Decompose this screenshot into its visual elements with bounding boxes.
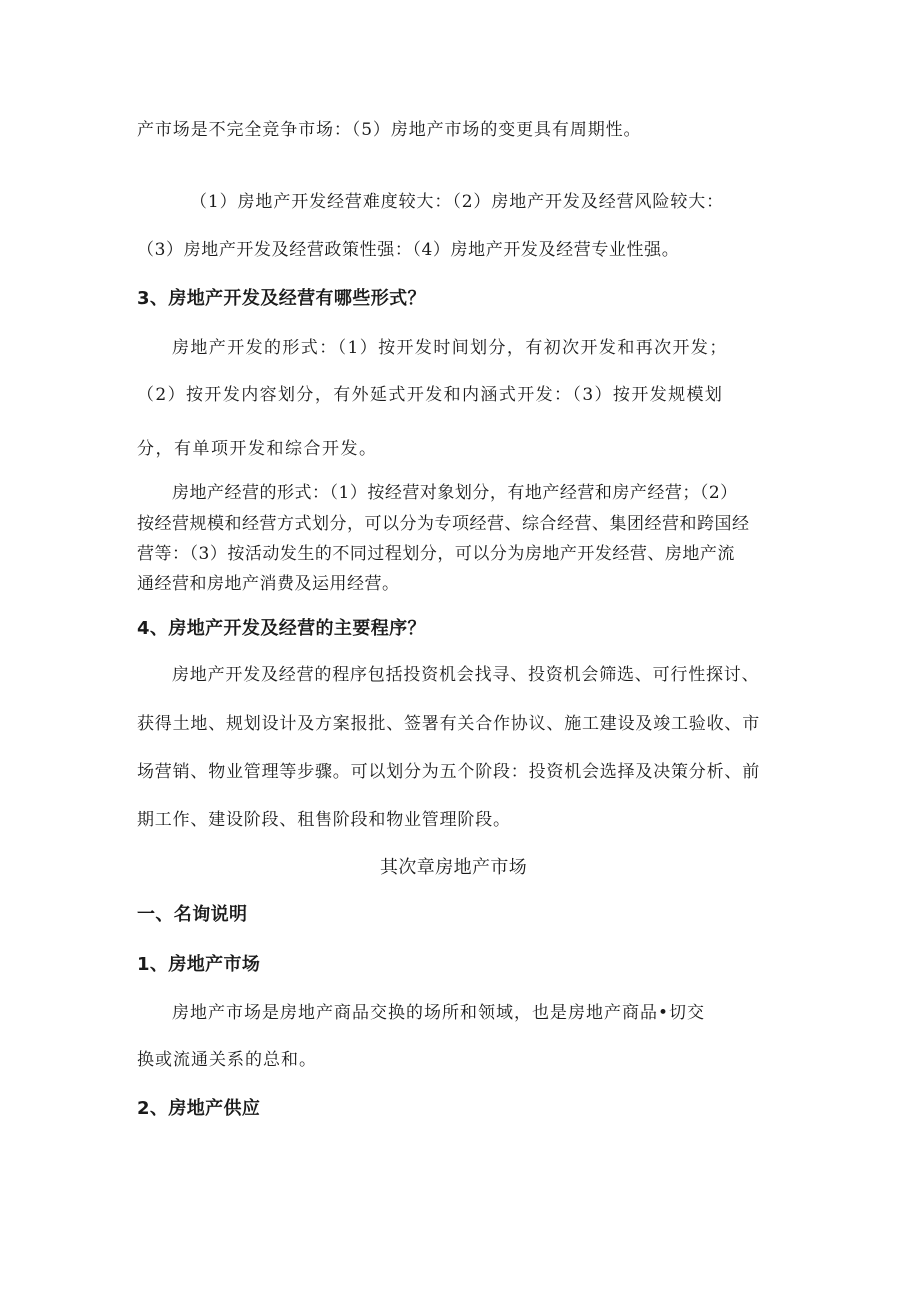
text-line: 按经营规模和经营方式划分，可以分为专项经营、综合经营、集团经营和跨国经 <box>137 514 750 534</box>
section-heading: 一、名询说明 <box>137 904 248 925</box>
text-line: 换或流通关系的总和。 <box>137 1050 317 1070</box>
text-line: 房地产开发及经营的程序包括投资机会找寻、投资机会筛选、可行性探讨、 <box>172 665 760 685</box>
text-line: （1）房地产开发经营难度较大：（2）房地产开发及经营风险较大： <box>190 192 725 212</box>
text-line: （2）按开发内容划分，有外延式开发和内涵式开发：（3）按开发规模划 <box>137 385 724 405</box>
section-heading: 4、房地产开发及经营的主要程序？ <box>137 618 426 639</box>
text-line: 场营销、物业管理等步骤。可以划分为五个阶段：投资机会选择及决策分析、前 <box>137 762 760 782</box>
chapter-title: 其次章房地产市场 <box>380 857 528 878</box>
text-line: 期工作、建设阶段、租售阶段和物业管理阶段。 <box>137 810 511 830</box>
subsection-heading: 1、房地产市场 <box>137 954 261 975</box>
text-line: 营等：（3）按活动发生的不同过程划分，可以分为房地产开发经营、房地产流 <box>137 544 735 564</box>
text-line: （3）房地产开发及经营政策性强：（4）房地产开发及经营专业性强。 <box>137 240 680 260</box>
section-heading: 3、房地产开发及经营有哪些形式？ <box>137 288 426 309</box>
text-line: 通经营和房地产消费及运用经营。 <box>137 574 400 594</box>
text-line: 房地产经营的形式：（1）按经营对象划分，有地产经营和房产经营；（2） <box>172 483 738 503</box>
text-line: 房地产开发的形式：（1）按开发时间划分，有初次开发和再次开发； <box>172 338 728 358</box>
text-line: 房地产市场是房地产商品交换的场所和领域，也是房地产商品•切交 <box>172 1003 706 1023</box>
text-line: 产市场是不完全竞争市场：（5）房地产市场的变更具有周期性。 <box>137 120 642 140</box>
text-line: 分，有单项开发和综合开发。 <box>137 439 378 459</box>
subsection-heading: 2、房地产供应 <box>137 1098 261 1119</box>
text-line: 获得土地、规划设计及方案报批、签署有关合作协议、施工建设及竣工验收、市 <box>137 714 760 734</box>
